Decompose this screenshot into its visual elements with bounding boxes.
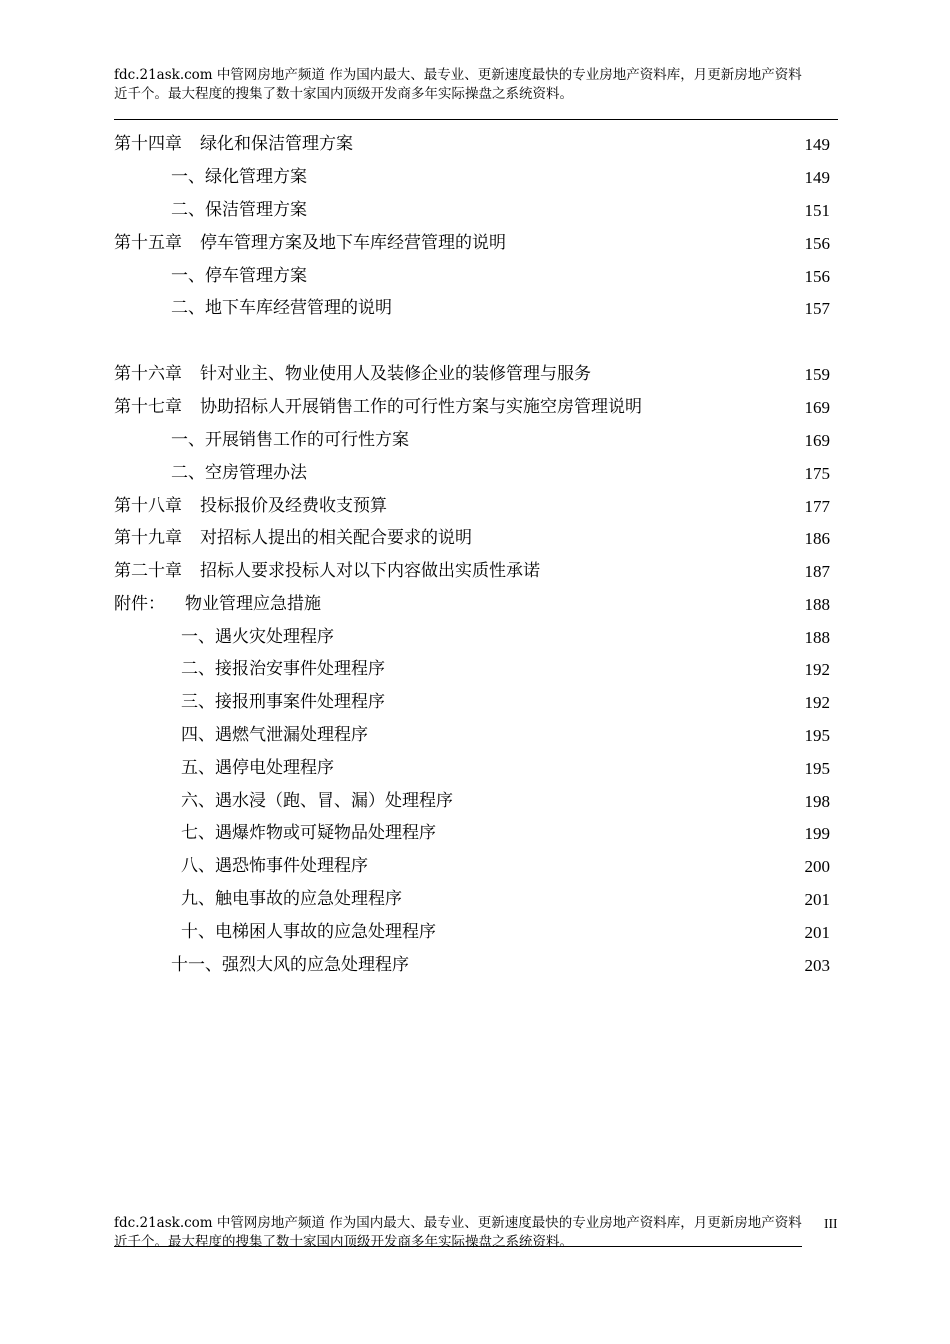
toc-entry-text: 对招标人提出的相关配合要求的说明 [200,528,472,548]
toc-entry-page: 169 [804,398,830,417]
toc-entry [0,391,950,424]
toc-entry-page: 188 [804,628,830,647]
toc-entry [0,785,950,818]
toc-entry-page: 149 [804,168,830,187]
toc-entry [0,686,950,719]
toc-entry-text: 停车管理方案及地下车库经营管理的说明 [200,233,506,253]
toc-entry-page: 175 [804,464,830,483]
toc-entry-title: 二、空房管理办法 [171,463,307,483]
footer-rule [114,1246,802,1247]
toc-entry-prefix: 附件： [114,594,165,614]
toc-entry-page: 192 [804,660,830,679]
toc-entry-prefix: 第十四章 [114,134,182,154]
toc-entry-title: 七、遇爆炸物或可疑物品处理程序 [181,823,436,843]
toc-entry-title: 一、遇火灾处理程序 [181,627,334,647]
toc-entry-prefix: 第十六章 [114,364,182,384]
toc-entry-text: 针对业主、物业使用人及装修企业的装修管理与服务 [200,364,591,384]
toc-entry [0,916,950,949]
toc-entry-page: 177 [804,497,830,516]
toc-entry [0,588,950,621]
toc-entry-title: 十一、强烈大风的应急处理程序 [171,955,409,975]
toc-entry-title: 五、遇停电处理程序 [181,758,334,778]
header-line-1: fdc.21ask.com 中管网房地产频道 作为国内最大、最专业、更新速度最快的专业房地产资料库，月更新房地产资料 [114,67,802,83]
toc-entry-prefix: 第十八章 [114,496,182,516]
toc-entry [0,424,950,457]
toc-entry-title: 二、保洁管理方案 [171,200,307,220]
toc-entry-page: 149 [804,135,830,154]
toc-entry-title: 十、电梯困人事故的应急处理程序 [181,922,436,942]
toc-entry-prefix: 第十五章 [114,233,182,253]
toc-entry-text: 物业管理应急措施 [185,594,321,614]
toc-entry-page: 186 [804,529,830,548]
toc-entry-prefix: 第十九章 [114,528,182,548]
toc-entry-title: 三、接报刑事案件处理程序 [181,692,385,712]
toc-entry [0,490,950,523]
toc-entry-title [114,490,387,523]
toc-entry-text: 协助招标人开展销售工作的可行性方案与实施空房管理说明 [200,397,642,417]
toc-entry-page: 199 [804,824,830,843]
toc-entry [0,621,950,654]
toc-entry-page: 195 [804,726,830,745]
toc-entry-title: 八、遇恐怖事件处理程序 [181,856,368,876]
toc-entry [0,292,950,325]
toc-entry [0,555,950,588]
toc-entry-page: 156 [804,234,830,253]
toc-entry [0,752,950,785]
toc-entry-title [114,227,506,260]
toc-entry-title: 四、遇燃气泄漏处理程序 [181,725,368,745]
toc-entry-page: 195 [804,759,830,778]
toc-entry-page: 156 [804,267,830,286]
toc-entry-title [114,555,540,588]
toc-entry-title: 六、遇水浸（跑、冒、漏）处理程序 [181,791,453,811]
toc-entry-title: 一、开展销售工作的可行性方案 [171,430,409,450]
toc-entry-text: 投标报价及经费收支预算 [200,496,387,516]
toc-entry-title: 二、地下车库经营管理的说明 [171,298,392,318]
toc-entry-page: 188 [804,595,830,614]
header-rule [114,119,838,120]
footer-line-1: fdc.21ask.com 中管网房地产频道 作为国内最大、最专业、更新速度最快的专业房地产资料库，月更新房地产资料 [114,1215,802,1231]
toc-entry-page: 200 [804,857,830,876]
footer-line-2: 近千个。最大程度的搜集了数十家国内顶级开发商多年实际操盘之系统资料。 [114,1234,573,1250]
toc-entry [0,128,950,161]
toc-entry-page: 203 [804,956,830,975]
toc-entry [0,949,950,982]
toc-entry [0,817,950,850]
toc-entry-title: 一、绿化管理方案 [171,167,307,187]
toc-entry-page: 187 [804,562,830,581]
toc-entry [0,227,950,260]
toc-entry [0,883,950,916]
toc-entry-page: 201 [804,923,830,942]
toc-entry-page: 151 [804,201,830,220]
toc-entry-title: 一、停车管理方案 [171,266,307,286]
toc-entry [0,260,950,293]
toc-entry [0,850,950,883]
toc-entry-page: 169 [804,431,830,450]
page-header [114,66,838,104]
toc-entry-title [114,588,321,621]
toc-entry-page: 159 [804,365,830,384]
toc-entry-title [114,391,642,424]
toc-entry [0,194,950,227]
toc-entry [0,457,950,490]
toc-entry [0,161,950,194]
toc-entry-title [114,522,472,555]
toc-entry-title: 二、接报治安事件处理程序 [181,659,385,679]
toc-entry-title: 九、触电事故的应急处理程序 [181,889,402,909]
toc-entry [0,522,950,555]
toc-entry-prefix: 第十七章 [114,397,182,417]
toc-entry-prefix: 第二十章 [114,561,182,581]
toc-entry-title [114,128,353,161]
toc-entry-page: 192 [804,693,830,712]
toc-entry-page: 201 [804,890,830,909]
header-line-2: 近千个。最大程度的搜集了数十家国内顶级开发商多年实际操盘之系统资料。 [114,86,573,102]
toc-entry-text: 绿化和保洁管理方案 [200,134,353,154]
toc-entry [0,358,950,391]
footer-page-number: III [824,1216,838,1231]
toc-entry-page: 198 [804,792,830,811]
toc-entry [0,653,950,686]
toc-entry-text: 招标人要求投标人对以下内容做出实质性承诺 [200,561,540,581]
toc-entry-title [114,358,591,391]
toc-entry-page: 157 [804,299,830,318]
toc-entry [0,719,950,752]
